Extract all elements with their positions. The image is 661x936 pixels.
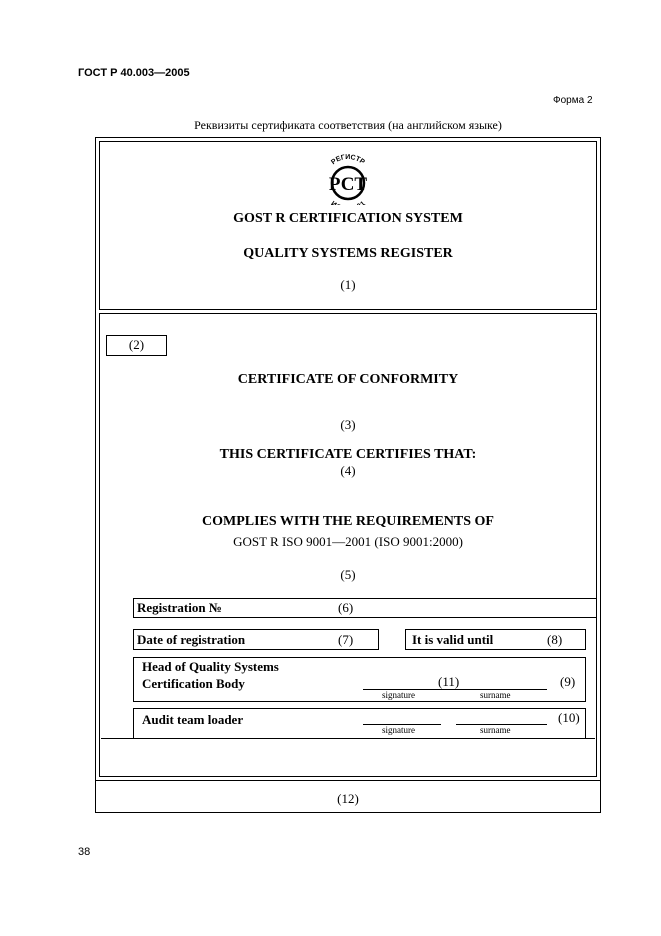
audit-label: Audit team loader bbox=[142, 712, 244, 727]
field-4: (4) bbox=[340, 463, 356, 478]
system-title: GOST R CERTIFICATION SYSTEM bbox=[233, 211, 463, 226]
audit-signature-caption: signature bbox=[382, 725, 415, 735]
field-3: (3) bbox=[340, 417, 356, 432]
head-signature-caption: signature bbox=[382, 690, 415, 700]
field-1: (1) bbox=[340, 277, 356, 292]
audit-surname-caption: surname bbox=[480, 725, 511, 735]
field-7: (7) bbox=[338, 632, 354, 647]
head-label-line1: Head of Quality Systems bbox=[142, 659, 279, 674]
certifies-heading: THIS CERTIFICATE CERTIFIES THAT: bbox=[219, 447, 477, 462]
svg-text:РСТ: РСТ bbox=[328, 174, 368, 195]
page-number: 38 bbox=[78, 846, 91, 858]
date-registration-label: Date of registration bbox=[137, 632, 246, 647]
certificate-title: CERTIFICATE OF CONFORMITY bbox=[237, 372, 459, 387]
register-title: QUALITY SYSTEMS REGISTER bbox=[243, 246, 453, 261]
standard-number: ГОСТ Р 40.003—2005 bbox=[78, 67, 190, 79]
form-label: Форма 2 bbox=[553, 95, 593, 106]
complies-heading: COMPLIES WITH THE REQUIREMENTS OF bbox=[202, 514, 494, 529]
field-10: (10) bbox=[558, 710, 580, 725]
field-9: (9) bbox=[560, 674, 576, 689]
head-label-line2: Certification Body bbox=[142, 676, 245, 691]
head-surname-caption: surname bbox=[480, 690, 511, 700]
field-12: (12) bbox=[337, 791, 359, 806]
field-6: (6) bbox=[338, 600, 354, 615]
field-2: (2) bbox=[128, 337, 145, 352]
svg-text:РЕГИСТР bbox=[330, 154, 366, 166]
logo-bottom-text: И 1 bbox=[329, 200, 367, 205]
logo-top-text: РЕГИСТР bbox=[330, 153, 366, 167]
field-2-box bbox=[106, 335, 167, 356]
standard-reference: GOST R ISO 9001—2001 (ISO 9001:2000) bbox=[233, 534, 463, 549]
registration-label: Registration № bbox=[137, 600, 222, 615]
register-logo-icon bbox=[316, 151, 380, 205]
svg-text:ИСО 9001 bbox=[329, 200, 367, 205]
page-caption: Реквизиты сертификата соответствия (на английском языке) bbox=[194, 118, 502, 132]
field-8: (8) bbox=[547, 632, 563, 647]
field-5: (5) bbox=[340, 567, 356, 582]
section-divider bbox=[101, 738, 595, 739]
valid-until-label: It is valid until bbox=[412, 632, 494, 647]
field-11: (11) bbox=[438, 674, 460, 689]
